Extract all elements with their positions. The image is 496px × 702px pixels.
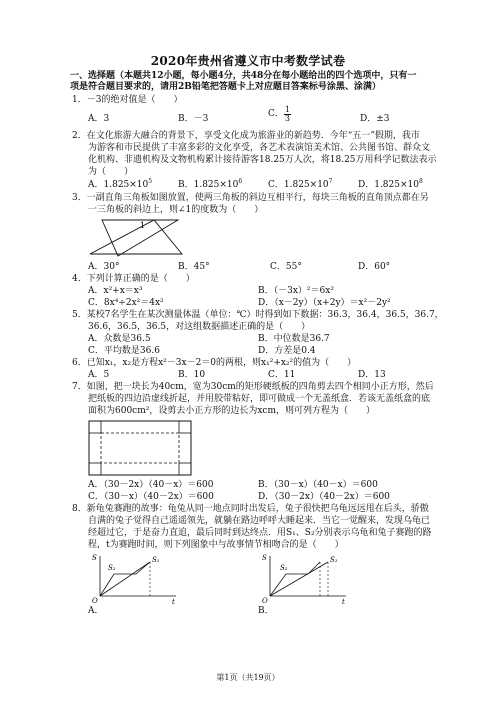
- q3-option-a: A．30°: [88, 262, 120, 272]
- graph-a-origin-label: O: [92, 597, 98, 604]
- graph-a-s1-label: S₁: [152, 556, 160, 564]
- q8-line1: 8．新龟兔赛跑的故事：龟兔从同一地点同时出发后，兔子很快把乌龟远远甩在后头，骄傲: [72, 504, 429, 514]
- q2-option-c-text: C．1.825×10: [268, 180, 329, 190]
- q5-option-b: B．中位数是36.7: [258, 334, 330, 344]
- q2-option-c-exp: 7: [328, 178, 333, 185]
- q3-option-d: D．60°: [358, 262, 391, 272]
- q6-option-a: A．5: [88, 370, 110, 380]
- q1-fraction-num: 1: [284, 105, 290, 114]
- q2-option-d: [358, 180, 423, 191]
- q7-line2: 把纸板的四边沿虚线折起，并用胶带粘好，即可做成一个无盖纸盒．若该无盖纸盒的底: [88, 394, 431, 404]
- fold-lines: [101, 433, 179, 463]
- q1-fraction-den: 3: [284, 114, 290, 123]
- q1-option-c: [268, 106, 291, 123]
- graph-a-s2-label: S₂: [108, 564, 116, 572]
- graph-b-t-label: t: [342, 598, 345, 604]
- q2-option-b-text: B．1.825×10: [178, 180, 239, 190]
- q5-option-a: A．众数是36.5: [88, 334, 151, 344]
- q7-option-c: C．（30－x）（40－2x）＝600: [88, 492, 214, 502]
- graph-b-origin-label: O: [262, 597, 268, 604]
- q2-option-a-text: A．1.825×10: [88, 180, 149, 190]
- corner-square-bl: [89, 463, 101, 475]
- cardboard-figure: [88, 420, 192, 476]
- graph-b-s2-label: S₂: [280, 564, 288, 572]
- q2-option-d-text: D．1.825×10: [358, 180, 419, 190]
- section-heading: 一、选择题（本题共12小题，每小题4分，共48分在每小题给出的四个选项中，只有一: [70, 71, 417, 81]
- q3-line1: 3．一副直角三角板如图放置，使两三角板的斜边互相平行，每块三角板的直角顶点都在另: [72, 193, 429, 203]
- q3-option-b: B．45°: [178, 262, 210, 272]
- section-heading-line2: 项是符合题目要求的，请用2B铅笔把答题卡上对应题目答案标号涂黑、涂满）: [70, 82, 381, 92]
- cardboard-outline: [89, 421, 191, 475]
- q6-option-b: B．10: [178, 370, 206, 380]
- q2-option-a-exp: 5: [148, 178, 153, 185]
- q8-line2: 自满的兔子觉得自己遥遥领先，就躺在路边呼呼大睡起来．当它一觉醒来，发现乌龟已: [88, 516, 431, 526]
- q5-line1: 5．某校7名学生在某次测量体温（单位：℃）时得到如下数据：36.3，36.4，36.5，36.7，: [72, 310, 444, 320]
- graph-a-s-label: S: [92, 554, 97, 562]
- q2-option-a: [88, 180, 152, 191]
- q8-option-b: B．: [258, 606, 274, 616]
- q4-option-a: A．x²+x＝x³: [88, 286, 143, 296]
- graph-b-s1-label: S₁: [330, 556, 338, 564]
- q2-line3: 化机构、非遗机构及文物机构累计接待游客18.25万人次，将18.25万用科学记数法表示: [88, 155, 437, 165]
- q7-option-b: B．（30－x）（40－x）＝600: [258, 480, 378, 490]
- graph-b-s1-line: [270, 562, 328, 596]
- q5-line2: 36.6，36.5，36.5，对这组数据描述正确的是（ ）: [88, 322, 311, 332]
- q4-option-c: C．8x⁴÷2x²＝4x²: [88, 298, 164, 308]
- corner-square-br: [179, 463, 191, 475]
- q6-stem: 6．已知x₁，x₂是方程x²－3x－2＝0的两根，则x₁²+x₂²的值为（ ）: [72, 358, 357, 368]
- q7-option-d: D．（30－2x）（40－2x）＝600: [258, 492, 390, 502]
- q2-line2: 为游客和市民提供了丰富多彩的文化享受，各艺术表演馆美术馆、公共图书馆、群众文: [88, 143, 431, 153]
- q2-option-c: [268, 180, 332, 191]
- graph-b-s2-line: [270, 562, 320, 596]
- q6-option-c: C．11: [268, 370, 296, 380]
- set-squares-figure: [88, 216, 184, 260]
- q4-stem: 4．下列计算正确的是（ ）: [72, 274, 195, 284]
- q1-fraction: [284, 106, 291, 123]
- q3-option-c: C．55°: [270, 262, 302, 272]
- q8-line4: 程，t为赛跑时间，则下列图象中与故事情节相吻合的是（ ）: [88, 540, 344, 550]
- page-title: 2020年贵州省遵义市中考数学试卷: [150, 54, 346, 68]
- page-footer: 第1页（共19页）: [216, 673, 280, 682]
- q8-option-a: A．: [88, 606, 104, 616]
- q1-option-b: B．－3: [178, 114, 209, 124]
- corner-square-tr: [179, 421, 191, 433]
- q4-option-b: B．（－3x）²＝6x²: [258, 286, 334, 296]
- q7-line1: 7．如图，把一块长为40cm，宽为30cm的矩形硬纸板的四角剪去四个相同小正方形，然后: [72, 382, 434, 392]
- q7-line3: 面积为600cm²，设剪去小正方形的边长为xcm，则可列方程为（ ）: [88, 406, 376, 416]
- graph-b: [258, 552, 350, 604]
- q5-option-c: C．平均数是36.6: [88, 346, 160, 356]
- q2-option-b: [178, 180, 242, 191]
- q1-option-a: A．3: [88, 114, 110, 124]
- q1-stem: 1．－3的绝对值是（ ）: [72, 95, 183, 105]
- q2-option-b-exp: 6: [238, 178, 243, 185]
- q2-option-d-exp: 8: [418, 178, 423, 185]
- q2-line1: 2．在文化旅游大融合的背景下，享受文化成为旅游业的新趋势．今年“五一”假期，我市: [72, 131, 420, 141]
- q5-option-d: D．方差是0.4: [258, 346, 316, 356]
- q8-line3: 经超过它，于是奋力直追，最后同时到达终点．用S₁、S₂分别表示乌龟和兔子赛跑的路: [88, 528, 432, 538]
- q1-option-d: D．±3: [360, 114, 390, 124]
- graph-a-t-label: t: [172, 598, 175, 604]
- corner-square-tl: [89, 421, 101, 433]
- q1-option-c-prefix: C．: [268, 109, 284, 119]
- angle-1-label: 1: [140, 221, 146, 230]
- graph-b-s-label: S: [262, 554, 267, 562]
- q4-option-d: D．（x－2y）（x+2y）＝x²－2y²: [258, 298, 391, 308]
- graph-a: [88, 552, 180, 604]
- q7-option-a: A．（30－2x）（40－x）＝600: [88, 480, 214, 490]
- q2-line4: 为（ ）: [88, 167, 134, 177]
- q3-line2: 一三角板的斜边上，则∠1的度数为（ ）: [88, 205, 264, 215]
- q6-option-d: D．13: [358, 370, 386, 380]
